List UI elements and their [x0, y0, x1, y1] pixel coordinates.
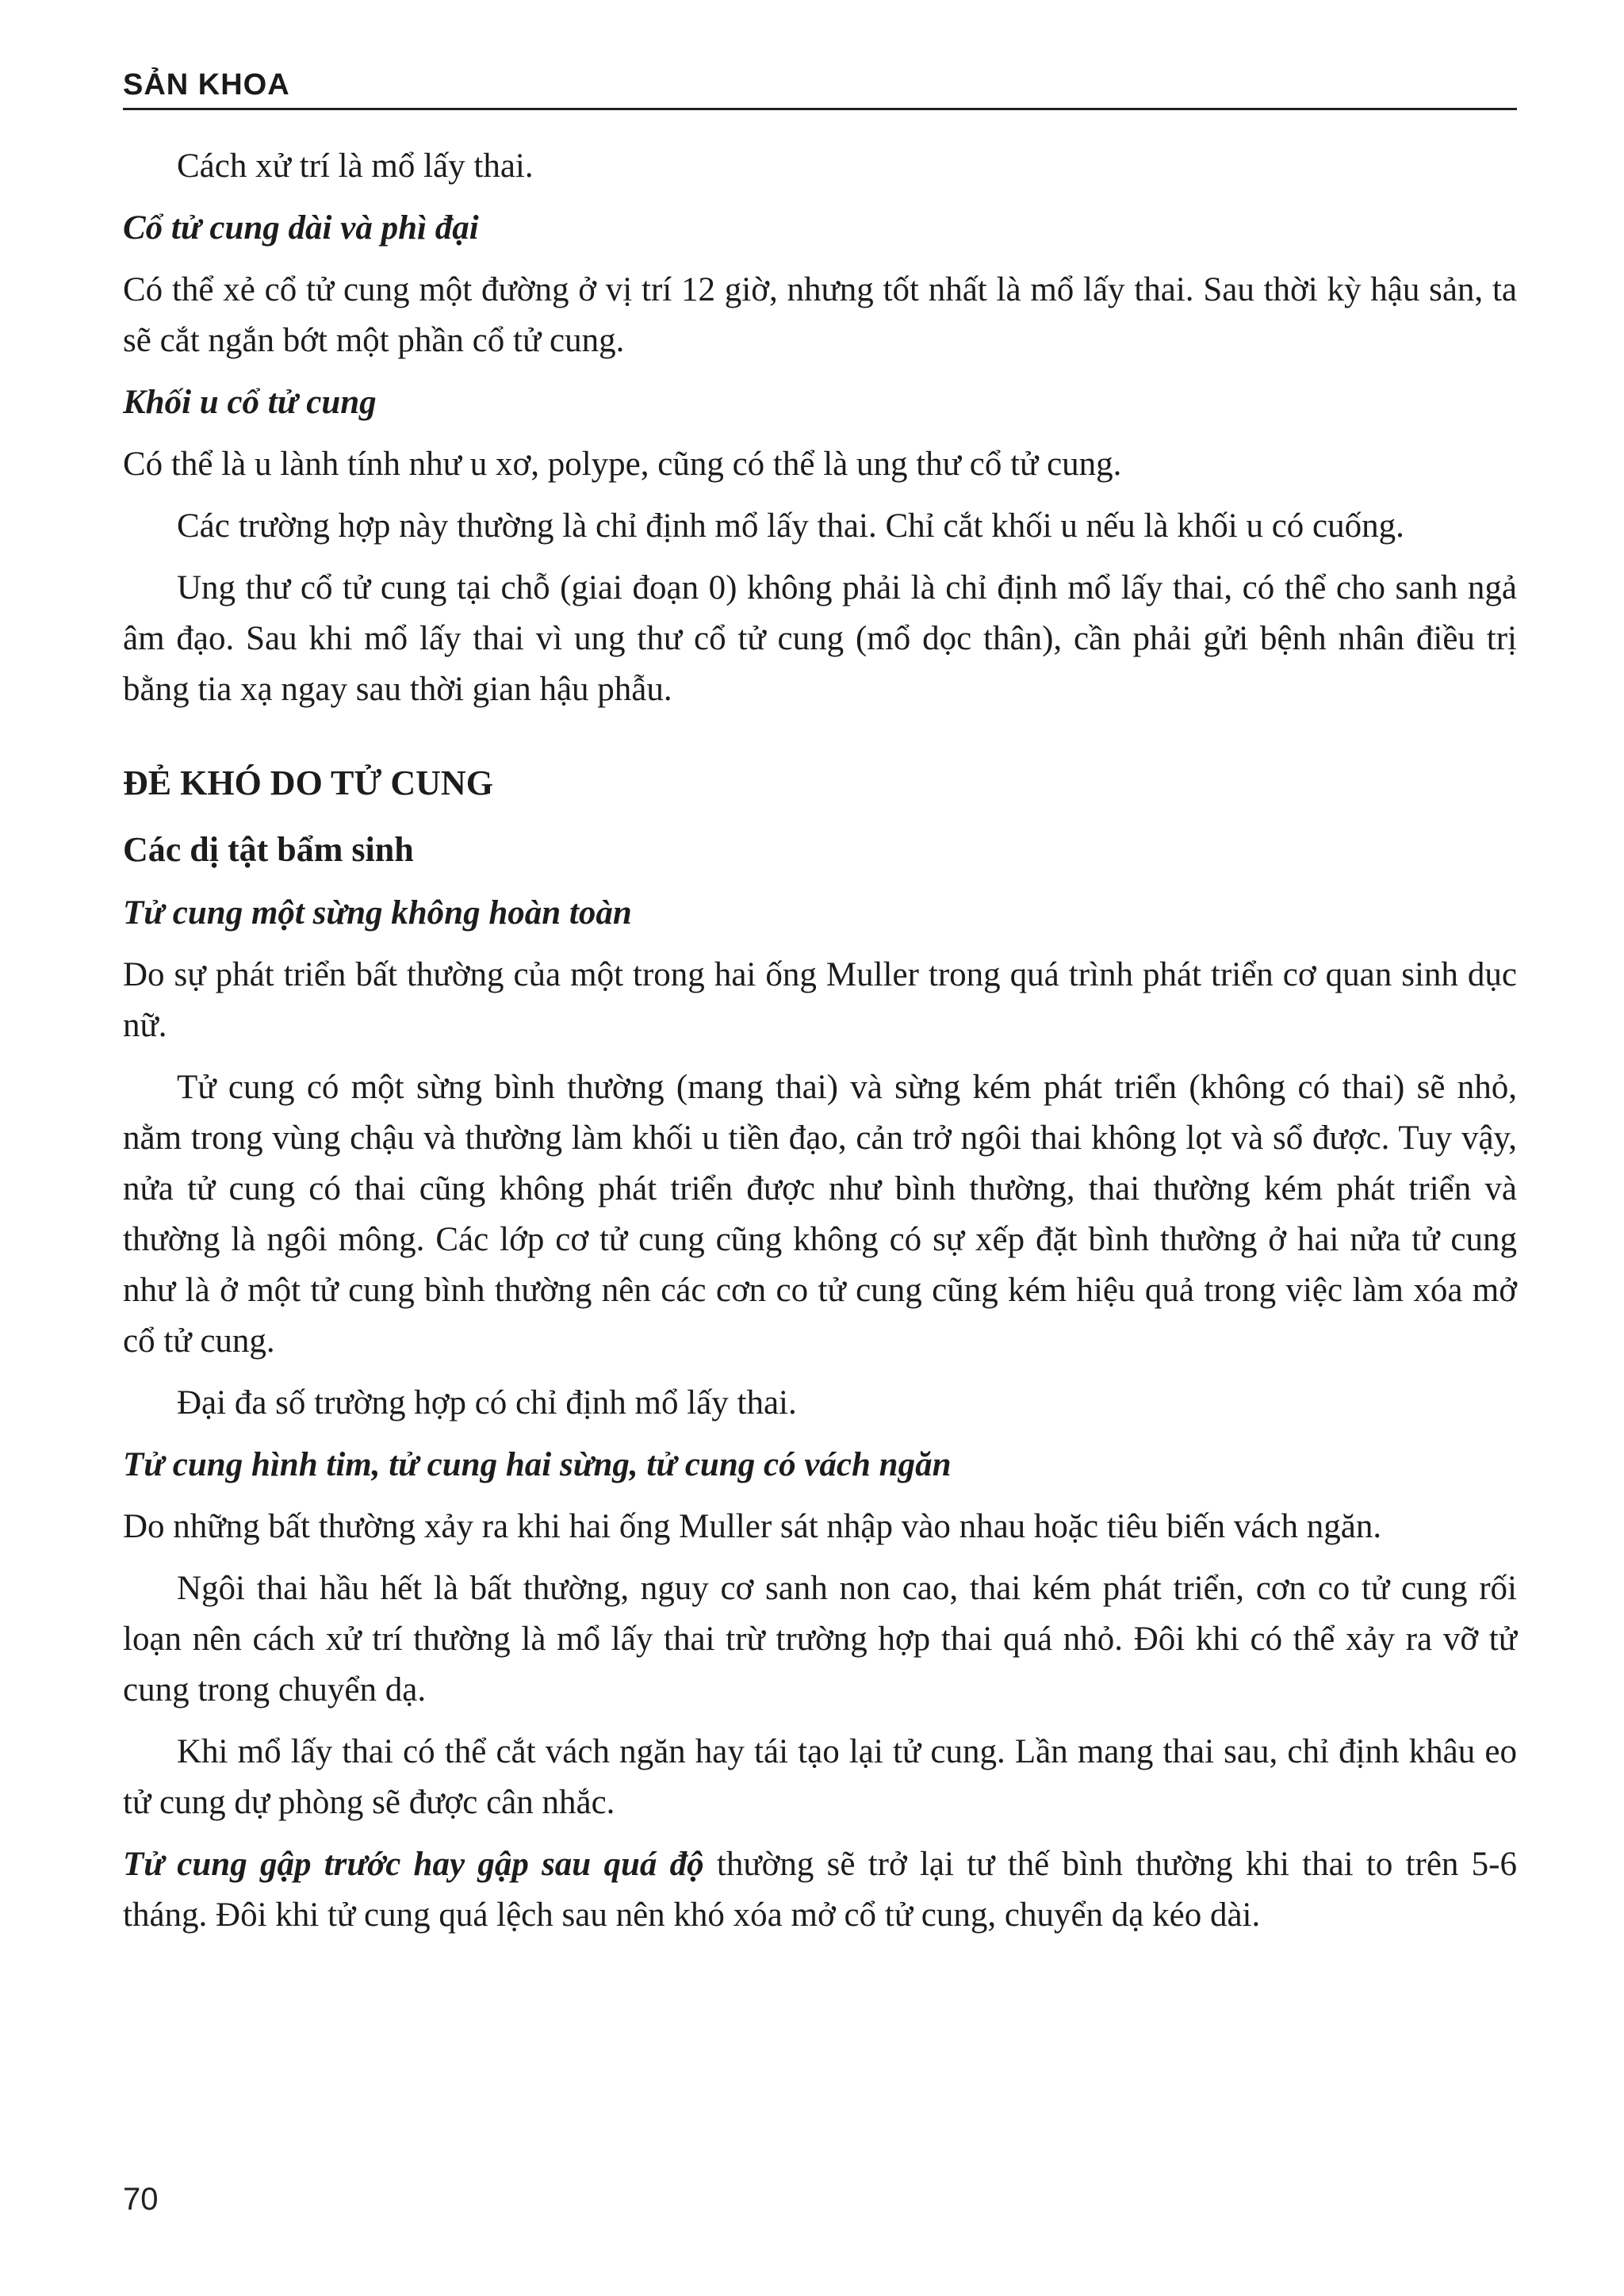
paragraph: Các trường hợp này thường là chỉ định mổ lấy thai. Chỉ cắt khối u nếu là khối u có cuống.	[177, 507, 1404, 545]
paragraph: Do sự phát triển bất thường của một trong hai ống Muller trong quá trình phát triển cơ quan sinh dục nữ.	[123, 956, 1517, 1044]
page-number: 70	[123, 2182, 159, 2217]
paragraph	[123, 1839, 1517, 1941]
paragraph: Cách xử trí là mổ lấy thai.	[177, 147, 534, 185]
paragraph: Tử cung có một sừng bình thường (mang thai) và sừng kém phát triển (không có thai) sẽ nhỏ, nằm trong vùng chậu và thường làm khối u tiền đạo, cản trở ngôi thai không lọt và sổ được. Tuy vậy, nửa tử cung có thai cũng không phát triển được như bình thường, thai thường kém phát triển và thường là ngôi mông. Các lớp cơ tử cung cũng không có sự xếp đặt bình thường ở hai nửa tử cung như là ở một tử cung bình thường nên các cơn co tử cung cũng kém hiệu quả trong việc làm xóa mở cổ tử cung.	[123, 1069, 1517, 1360]
paragraph: Khi mổ lấy thai có thể cắt vách ngăn hay tái tạo lại tử cung. Lần mang thai sau, chỉ định khâu eo tử cung dự phòng sẽ được cân nhắc.	[123, 1733, 1517, 1821]
paragraph-text: thường sẽ trở lại tư thế bình thường khi thai to trên 5-6 tháng. Đôi khi tử cung quá lệch sau nên khó xóa mở cổ tử cung, chuyển dạ kéo dài.	[123, 1846, 1517, 1934]
subheading-mot-sung: Tử cung một sừng không hoàn toàn	[123, 894, 632, 932]
inline-emphasis: Tử cung gập trước hay gập sau quá độ	[123, 1846, 704, 1883]
paragraph: Đại đa số trường hợp có chỉ định mổ lấy thai.	[177, 1384, 797, 1422]
paragraph: Có thể là u lành tính như u xơ, polype, cũng có thể là ung thư cổ tử cung.	[123, 446, 1122, 483]
header-rule	[123, 108, 1517, 110]
paragraph: Ngôi thai hầu hết là bất thường, nguy cơ sanh non cao, thai kém phát triển, cơn co tử cung rối loạn nên cách xử trí thường là mổ lấy thai trừ trường hợp thai quá nhỏ. Đôi khi có thể xảy ra vỡ tử cung trong chuyển dạ.	[123, 1570, 1517, 1709]
paragraph: Ung thư cổ tử cung tại chỗ (giai đoạn 0) không phải là chỉ định mổ lấy thai, có thể cho sanh ngả âm đạo. Sau khi mổ lấy thai vì ung thư cổ tử cung (mổ dọc thân), cần phải gửi bệnh nhân điều trị bằng tia xạ ngay sau thời gian hậu phẫu.	[123, 569, 1517, 708]
paragraph: Do những bất thường xảy ra khi hai ống Muller sát nhập vào nhau hoặc tiêu biến vách ngăn.	[123, 1508, 1382, 1545]
paragraph: Có thể xẻ cổ tử cung một đường ở vị trí 12 giờ, nhưng tốt nhất là mổ lấy thai. Sau thời kỳ hậu sản, ta sẽ cắt ngắn bớt một phần cổ tử cung.	[123, 271, 1517, 359]
running-header: SẢN KHOA	[123, 68, 290, 101]
section-heading: ĐẺ KHÓ DO TỬ CUNG	[123, 763, 493, 802]
subheading-khoi-u: Khối u cổ tử cung	[123, 384, 377, 421]
subsection-heading: Các dị tật bẩm sinh	[123, 830, 414, 869]
subheading-co-tu-cung-dai: Cổ tử cung dài và phì đại	[123, 209, 479, 247]
subheading-hinh-tim: Tử cung hình tim, tử cung hai sừng, tử cung có vách ngăn	[123, 1446, 952, 1483]
page-body	[123, 141, 1517, 1952]
